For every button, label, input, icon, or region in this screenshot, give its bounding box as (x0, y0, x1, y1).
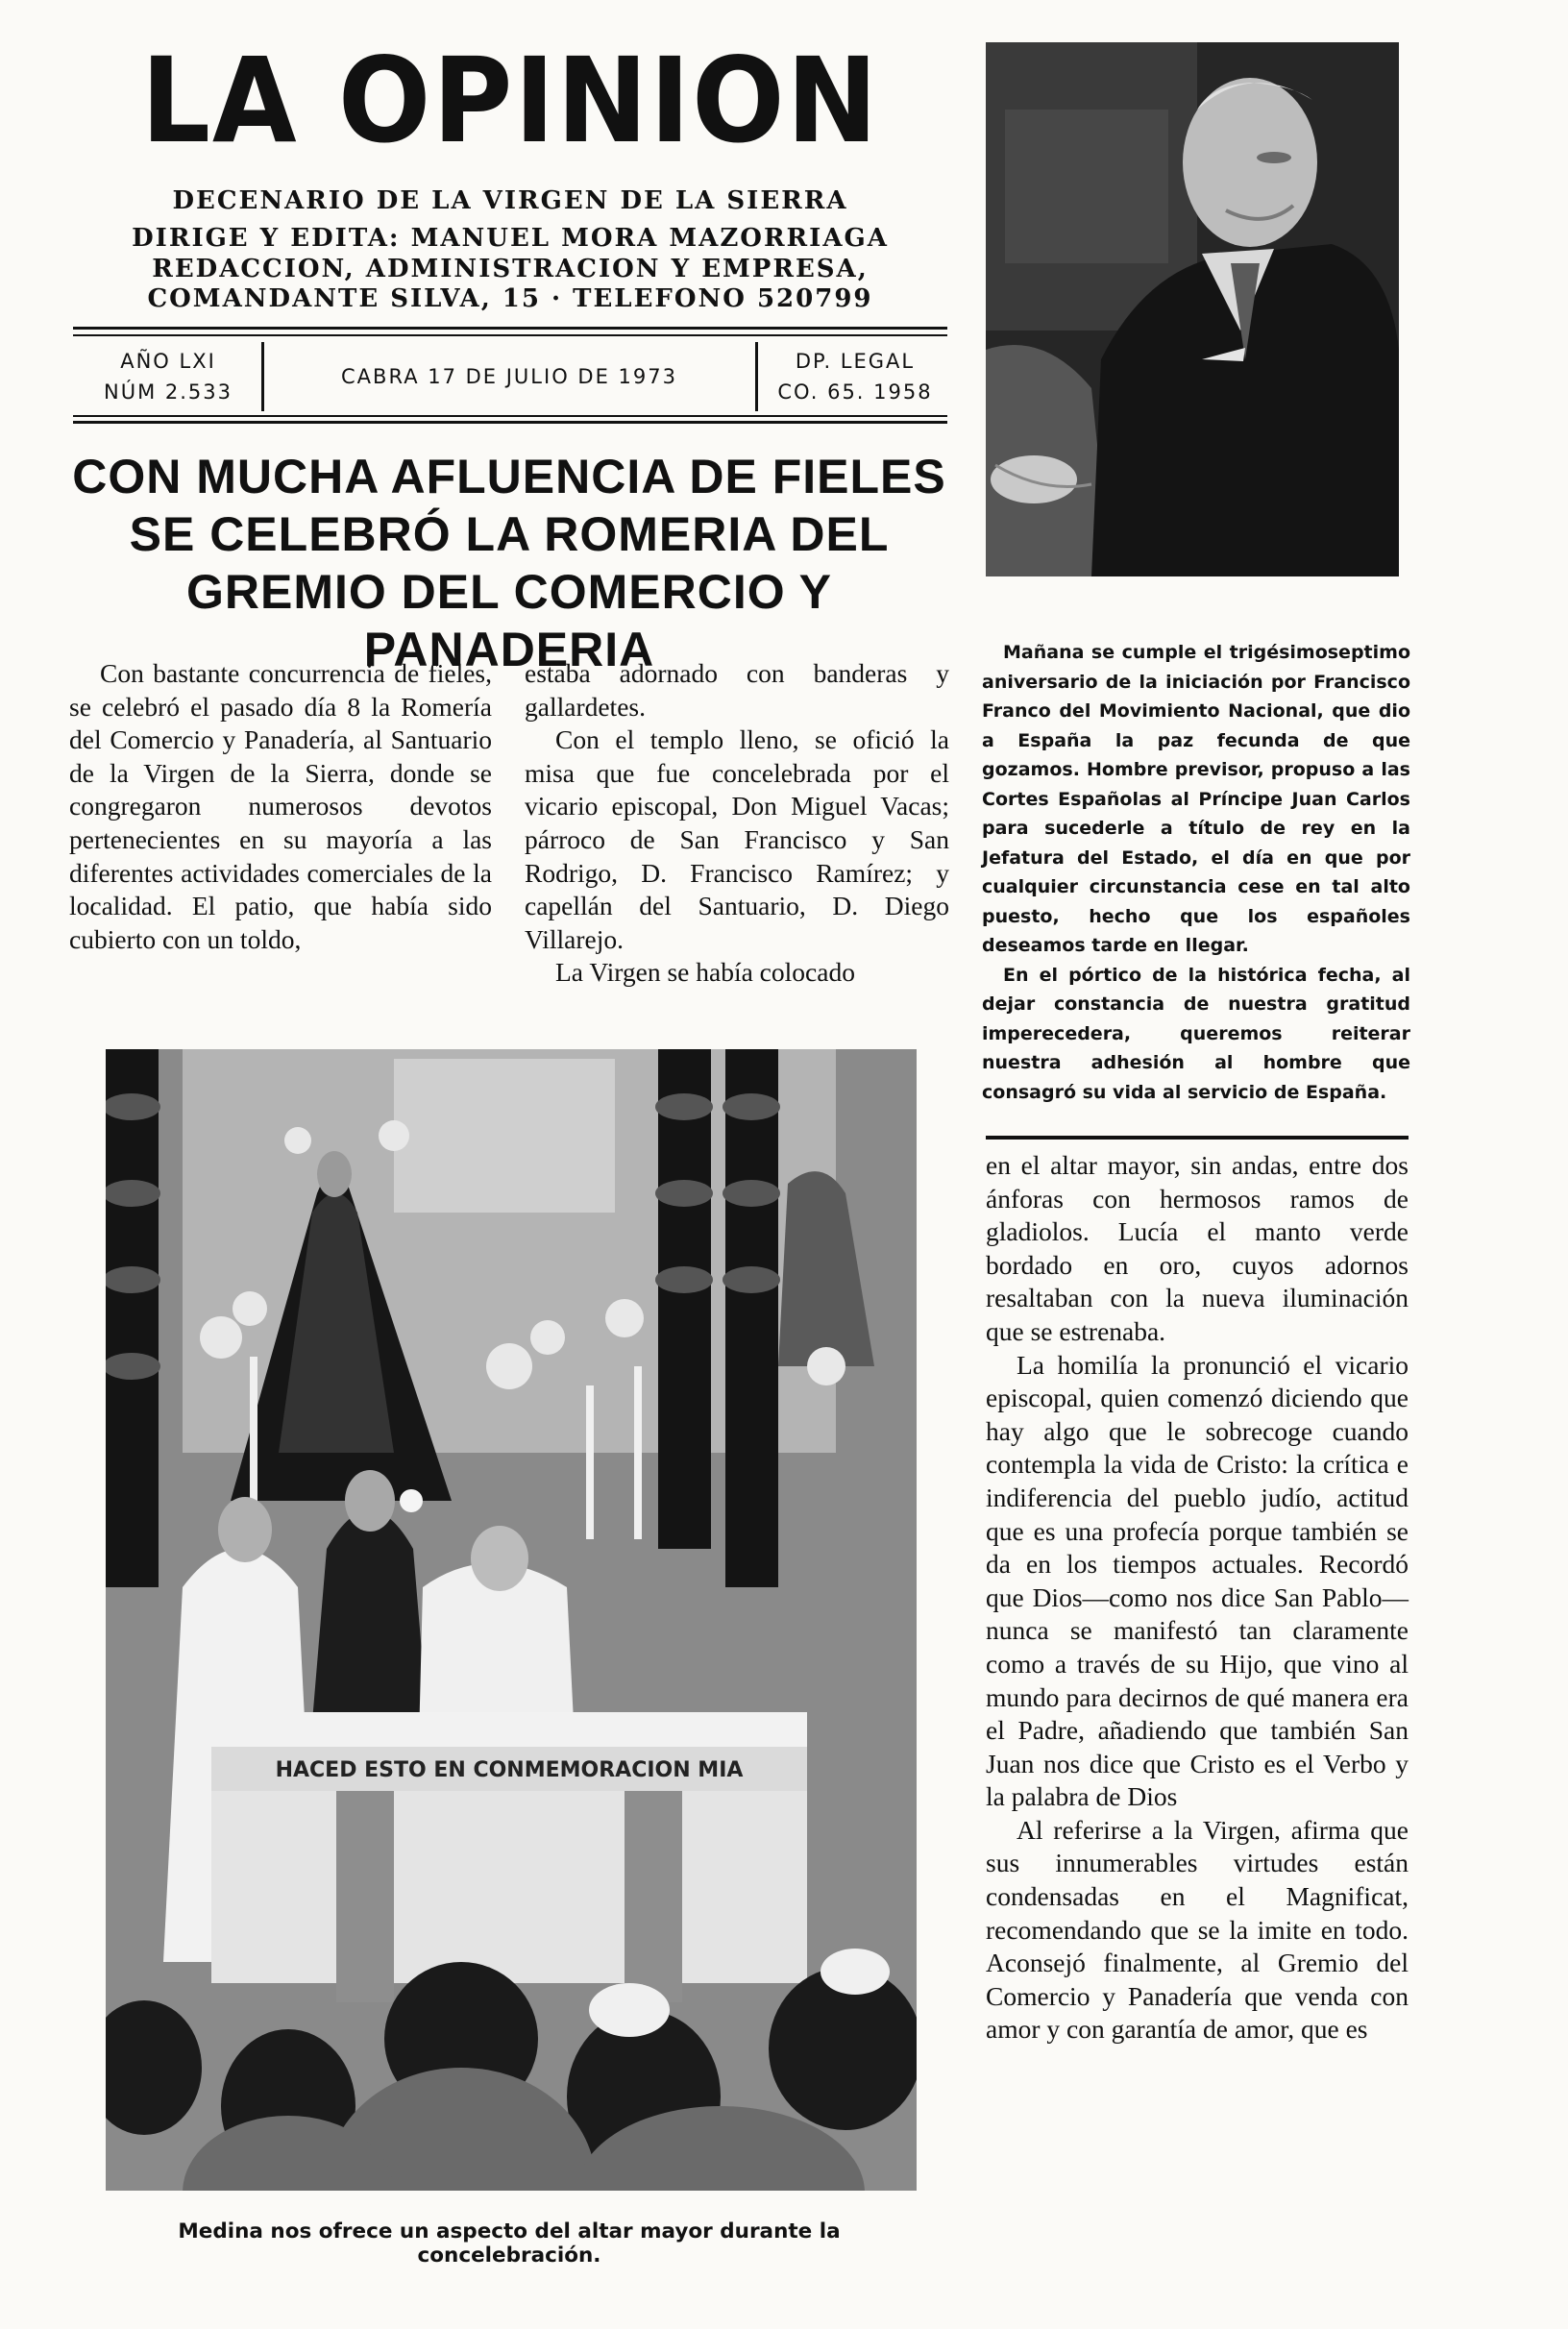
masthead-office: REDACCION, ADMINISTRACION Y EMPRESA, (152, 255, 869, 283)
masthead-rule-top (73, 327, 947, 330)
issue-dateline: CABRA 17 DE JULIO DE 1973 (341, 365, 677, 388)
legal-deposit (763, 346, 947, 407)
masthead-director: DIRIGE Y EDITA: MANUEL MORA MAZORRIAGA (132, 224, 889, 253)
legal-line-2: CO. 65. 1958 (777, 380, 933, 404)
headline-line-3: GREMIO DEL COMERCIO Y PANADERIA (185, 565, 832, 676)
article-paragraph: La homilía la pronunció el vicario episcopal, quien comenzó diciendo que hay algo que le sobrecoge cuando contempla la vida de Cristo: la crítica e indiferencia del pueblo judío, actitud que es una profecía porque también se da en los tiempos actuales. Recordó que Dios—como nos dice San Pablo— nunca se manifestó tan claramente como a través de su Hijo, que vino al mundo para decirnos de qué manera era el Padre, añadiendo que también San Juan nos dice que Cristo es el Verbo y la palabra de Dios (986, 1349, 1409, 1812)
article-column-3 (986, 1149, 1409, 2047)
article-paragraph: Al referirse a la Virgen, afirma que sus innumerables virtudes están condensadas en el Magnificat, recomendando que se la imite en todo. Aconsejó finalmente, al Gremio del Comercio y Panadería que venda con amor y con garantía de amor, que es (986, 1814, 1409, 2045)
issue-number: NÚM 2.533 (104, 380, 233, 404)
article-paragraph: Con el templo lleno, se ofició la misa que fue concelebrada por el vicario episcopal, Don Miguel Vacas; párroco de San Francisco y San Rodrigo, D. Francisco Ramírez; y capellán del Santuario, D. Diego Villarejo. (525, 724, 949, 954)
franco-caption-paragraph: En el pórtico de la histórica fecha, al dejar constancia de nuestra gratitud imperecedera, queremos reiterar nuestra adhesión al hombre que consagró su vida al servicio de España. (982, 964, 1410, 1103)
info-separator-left (261, 342, 264, 411)
headline-line-1: CON MUCHA AFLUENCIA DE FIELES (72, 450, 946, 503)
article-paragraph: La Virgen se había colocado (555, 957, 855, 988)
franco-portrait-photo (986, 42, 1399, 576)
issue-volume (77, 346, 259, 407)
franco-caption-paragraph: Mañana se cumple el trigésimoseptimo aniversario de la iniciación por Francisco Franco del Movimiento Nacional, que dio a España la paz fecunda de que gozamos. Hombre previsor, propuso a las Cortes Españolas al Príncipe Juan Carlos para sucederle a título de rey en la Jefatura del Estado, el día en que por cualquier circunstancia cese en tal alto puesto, hecho que los españoles deseamos tarde en llegar. (982, 642, 1410, 956)
masthead-rule-bottom (73, 421, 947, 424)
article-column-2 (525, 657, 949, 990)
altar-photo-caption: Medina nos ofrece un aspecto del altar mayor durante la concelebración. (178, 2219, 841, 2268)
franco-caption (982, 638, 1410, 1107)
article-paragraph: en el altar mayor, sin andas, entre dos ánforas con hermosos ramos de gladiolos. Lucía el manto verde bordado en oro, cuyos adornos resaltaban con la nueva iluminación que se estrenaba. (986, 1150, 1409, 1346)
masthead-address: COMANDANTE SILVA, 15 · TELEFONO 520799 (147, 284, 873, 313)
altar-photo (106, 1049, 917, 2191)
headline-line-2: SE CELEBRÓ LA ROMERIA DEL (129, 507, 890, 561)
masthead-subtitle: DECENARIO DE LA VIRGEN DE LA SIERRA (172, 186, 848, 215)
article-paragraph: Con bastante concurrencia de fieles, se celebró el pasado día 8 la Romería del Comercio y Panadería, al Santuario de la Virgen de la Sierra, donde se congregaron numerosos devotos pertenecientes en su mayoría a las diferentes actividades comerciales de la localidad. El patio, que había sido cubierto con un toldo, (69, 658, 492, 954)
caption-separator-rule (986, 1136, 1409, 1140)
legal-line-1: DP. LEGAL (795, 350, 916, 373)
issue-year: AÑO LXI (120, 350, 216, 373)
article-column-1 (69, 657, 492, 956)
article-paragraph: estaba adornado con banderas y gallardetes. (525, 658, 949, 722)
masthead-rule-top-inner (73, 334, 947, 336)
masthead-rule-bottom-inner (73, 415, 947, 417)
altar-banner-text: HACED ESTO EN CONMEMORACION MIA (275, 1758, 744, 1782)
masthead-title: LA OPINION (140, 33, 880, 169)
info-separator-right (755, 342, 758, 411)
